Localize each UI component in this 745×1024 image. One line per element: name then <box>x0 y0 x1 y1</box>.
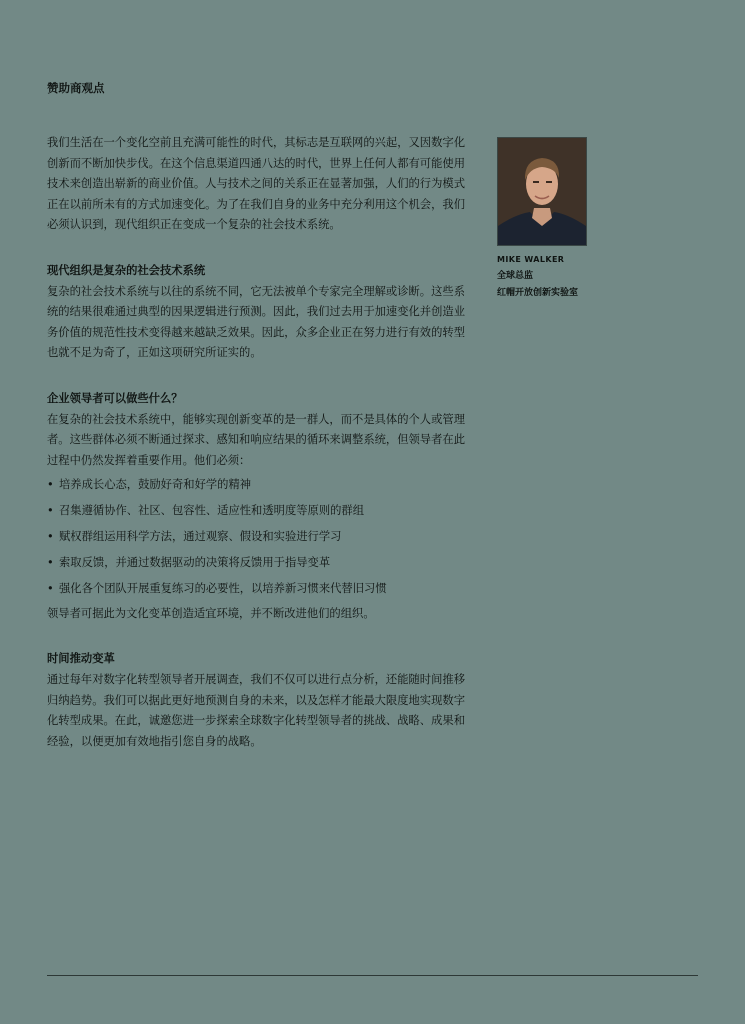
author-org: 红帽开放创新实验室 <box>497 288 579 298</box>
list-item: • 索取反馈，并通过数据驱动的决策将反馈用于指导变革 <box>47 553 475 574</box>
author-photo <box>497 137 587 246</box>
list-item: • 赋权群组运用科学方法，通过观察、假设和实验进行学习 <box>47 527 475 548</box>
section-sociotechnical <box>47 261 475 364</box>
section-heading: 现代组织是复杂的社会技术系统 <box>47 263 206 277</box>
author-title: 全球总监 <box>497 271 534 281</box>
list-item: • 强化各个团队开展重复练习的必要性，以培养新习惯来代替旧习惯 <box>47 579 475 600</box>
section-time <box>47 649 475 752</box>
section-leaders <box>47 389 475 624</box>
footer-divider <box>47 975 698 976</box>
section-body: 复杂的社会技术系统与以往的系统不同，它无法被单个专家完全理解或诊断。这些系统的结果很难通过典型的因果逻辑进行预测。因此，我们过去用于加速变化并创造业务价值的规范性技术变得越来越缺乏效果。因此，众多企业正在努力进行有效的转型也就不足为奇了，正如这项研究所证实的。 <box>47 284 465 360</box>
list-item: • 召集遵循协作、社区、包容性、适应性和透明度等原则的群组 <box>47 501 475 522</box>
page-label: 赞助商观点 <box>47 81 105 95</box>
intro-paragraph: 我们生活在一个变化空前且充满可能性的时代，其标志是互联网的兴起，又因数字化创新而不断加快步伐。在这个信息渠道四通八达的时代，世界上任何人都有可能使用技术来创造出崭新的商业价值。人与技术之间的关系正在显著加强，人们的行为模式正在以前所未有的方式加速变化。为了在我们自身的业务中充分利用这个机会，我们必须认识到，现代组织正在变成一个复杂的社会技术系统。 <box>47 136 465 232</box>
leader-actions-list <box>47 475 475 599</box>
section-heading: 企业领导者可以做些什么？ <box>47 391 183 405</box>
article-body <box>47 133 475 777</box>
list-item: • 培养成长心态，鼓励好奇和好学的精神 <box>47 475 475 496</box>
author-portrait-icon <box>498 138 586 245</box>
author-caption <box>497 251 578 302</box>
section-body: 通过每年对数字化转型领导者开展调查，我们不仅可以进行点分析，还能随时间推移归纳趋势。我们可以据此更好地预测自身的未来，以及怎样才能最大限度地实现数字化转型成果。在此，诚邀您进一步探索全球数字化转型领导者的挑战、战略、成果和经验，以便更加有效地指引您自身的战略。 <box>47 672 465 748</box>
author-name: MIKE WALKER <box>497 255 565 264</box>
section-heading: 时间推动变革 <box>47 652 115 666</box>
section-body: 在复杂的社会技术系统中，能够实现创新变革的是一群人，而不是具体的个人或管理者。这些群体必须不断通过探求、感知和响应结果的循环来调整系统，但领导者在此过程中仍然发挥着重要作用。他们必须： <box>47 412 465 467</box>
section-closing: 领导者可据此为文化变革创造适宜环境，并不断改进他们的组织。 <box>47 606 375 620</box>
